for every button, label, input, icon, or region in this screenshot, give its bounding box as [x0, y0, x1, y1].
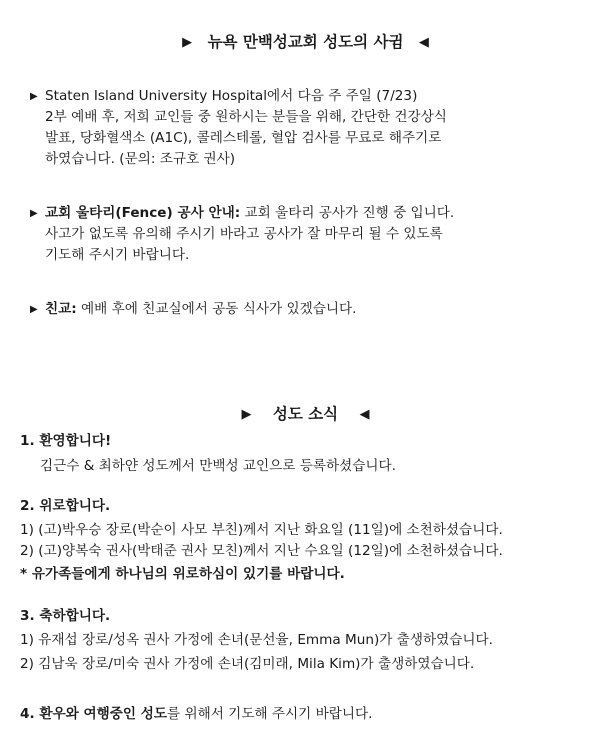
news-note: * 유가족들에게 하나님의 위로하심이 있기를 바랍니다.	[20, 566, 345, 582]
left-triangle-icon: ◀	[418, 35, 429, 50]
news-line: 2) (고)양복숙 권사(박태준 권사 모친)께서 지난 수요일 (12일)에 소천하셨습니다.	[20, 543, 503, 559]
fellowship-title: 뉴욕 만백성교회 성도의 사귐	[207, 33, 404, 51]
news-congrats	[20, 606, 605, 675]
notice-bold-lead: 교회 울타리(Fence) 공사 안내:	[45, 205, 241, 221]
notice-fellowship-meal	[30, 299, 600, 320]
news-line: 2) 김남욱 장로/미숙 권사 가정에 손녀(김미래, Mila Kim)가 출생하였습니다.	[20, 656, 475, 672]
section-title-fellowship	[0, 30, 611, 52]
news-condolence	[20, 496, 605, 585]
notice-line: Staten Island University Hospital에서 다음 주 주일 (7/23)	[45, 88, 418, 104]
notice-health-check	[30, 86, 600, 170]
bullet-icon: ▶	[30, 304, 38, 315]
left-triangle-icon: ◀	[359, 407, 370, 422]
notice-line: 기도해 주시기 바랍니다.	[45, 247, 190, 263]
news-heading: 4. 환우와 여행중인 성도	[20, 706, 168, 722]
notice-bold-lead: 친교:	[45, 301, 77, 317]
news-heading: 2. 위로합니다.	[20, 498, 111, 514]
news-text: 를 위해서 기도해 주시기 바랍니다.	[167, 706, 373, 722]
notice-line	[45, 299, 600, 320]
notice-line: 발표, 당화혈색소 (A1C), 콜레스테롤, 혈압 검사를 무료로 해주기로	[45, 130, 442, 146]
right-triangle-icon: ▶	[241, 407, 252, 422]
notice-line: 사고가 없도록 유의해 주시기 바라고 공사가 잘 마무리 될 수 있도록	[45, 226, 443, 242]
news-line	[20, 704, 605, 725]
news-line: 김근수 & 최하얀 성도께서 만백성 교인으로 등록하셨습니다.	[40, 458, 397, 474]
news-heading: 1. 환영합니다!	[20, 433, 112, 449]
notice-text: 예배 후에 친교실에서 공동 식사가 있겠습니다.	[76, 301, 357, 317]
bullet-icon: ▶	[30, 91, 38, 102]
notice-line: 2부 예배 후, 저희 교인들 중 원하시는 분들을 위해, 간단한 건강상식	[45, 109, 447, 125]
section-title-member-news	[0, 402, 611, 424]
news-line: 1) 유재섭 장로/성옥 권사 가정에 손녀(문선율, Emma Mun)가 출생하였습니다.	[20, 632, 493, 648]
notice-text: 교회 울타리 공사가 진행 중 입니다.	[240, 205, 455, 221]
news-prayer	[20, 704, 605, 725]
right-triangle-icon: ▶	[182, 35, 193, 50]
notice-line: 하였습니다. (문의: 조규호 권사)	[45, 151, 236, 167]
news-line: 1) (고)박우승 장로(박순이 사모 부친)께서 지난 화요일 (11일)에 소천하셨습니다.	[20, 522, 503, 538]
member-news-title: 성도 소식	[272, 405, 339, 423]
notice-line	[45, 203, 600, 224]
notice-fence-construction	[30, 203, 600, 266]
news-heading: 3. 축하합니다.	[20, 608, 111, 624]
bullet-icon: ▶	[30, 208, 38, 219]
news-welcome	[20, 431, 605, 477]
